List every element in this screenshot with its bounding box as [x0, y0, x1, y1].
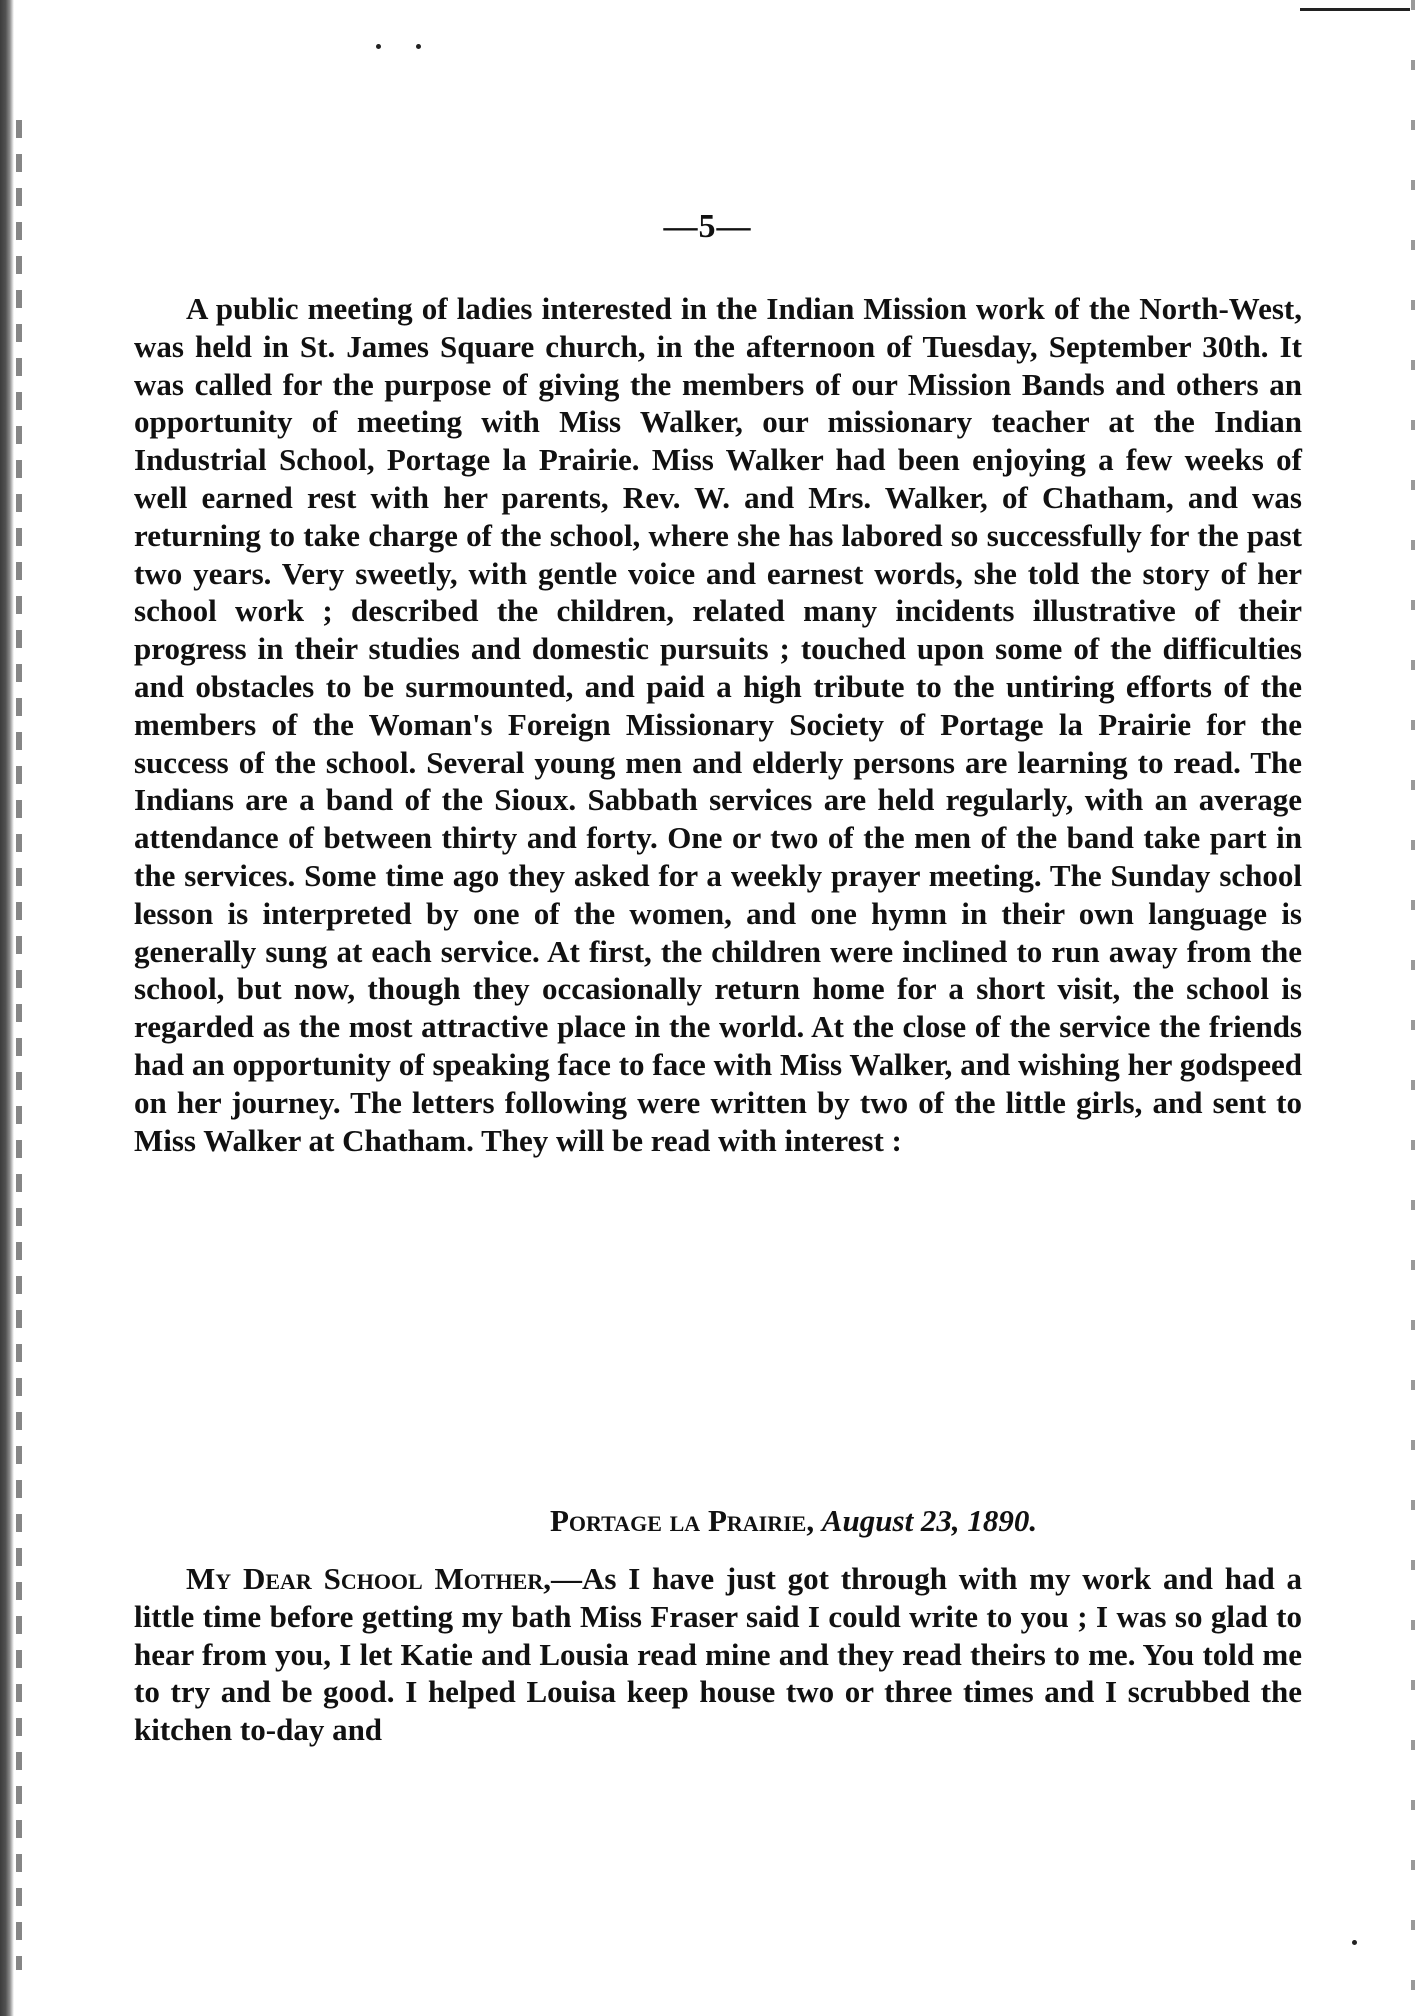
letter-text: —As I have just got through with my work and had a little time before getting my bath Miss Fraser said I could write to you ; I was so glad to hear from you, I let Katie and Lousia read mine and they read theirs to me. You told me to try and be good. I helped Louisa keep house two or three times and I scrubbed the kitchen to-day and: [134, 1561, 1302, 1748]
letter-salutation: My Dear School Mother,: [186, 1561, 551, 1596]
scan-right-edge: [1411, 0, 1415, 2016]
scan-speck: [1352, 1940, 1357, 1945]
letter-dateline: [550, 1503, 1250, 1539]
scan-speck: [376, 44, 381, 49]
scan-speck: [416, 44, 421, 49]
letter-date: August 23, 1890.: [821, 1503, 1038, 1538]
scan-top-rule: [1300, 8, 1410, 11]
letter-body: [134, 1560, 1302, 1749]
scan-binding-strip: [16, 120, 22, 1970]
scan-binding-edge: [0, 0, 14, 2016]
article-paragraph: A public meeting of ladies interested in the Indian Mission work of the North-West, was held in St. James Square church, in the afternoon of Tuesday, September 30th. It was called for the purpose of giving the members of our Mission Bands and others an opportunity of meeting with Miss Walker, our missionary teacher at the Indian Industrial School, Portage la Prairie. Miss Walker had been enjoying a few weeks of well earned rest with her parents, Rev. W. and Mrs. Walker, of Chatham, and was returning to take charge of the school, where she has labored so successfully for the past two years. Very sweetly, with gentle voice and earnest words, she told the story of her school work ; described the children, related many incidents illustrative of their progress in their studies and domestic pursuits ; touched upon some of the difficulties and obstacles to be surmounted, and paid a high tribute to the untiring efforts of the members of the Woman's Foreign Missionary Society of Portage la Prairie for the success of the school. Several young men and elderly persons are learning to read. The Indians are a band of the Sioux. Sabbath services are held regularly, with an average attendance of between thirty and forty. One or two of the men of the band take part in the services. Some time ago they asked for a weekly prayer meeting. The Sunday school lesson is interpreted by one of the women, and one hymn in their own language is generally sung at each service. At first, the children were inclined to run away from the school, but now, though they occasionally return home for a short visit, the school is regarded as the most attractive place in the world. At the close of the service the friends had an opportunity of speaking face to face with Miss Walker, and wishing her godspeed on her journey. The letters following were written by two of the little girls, and sent to Miss Walker at Chatham. They will be read with interest :: [134, 291, 1302, 1158]
page-number: —5—: [663, 208, 752, 245]
letter-place: Portage la Prairie,: [550, 1503, 815, 1538]
